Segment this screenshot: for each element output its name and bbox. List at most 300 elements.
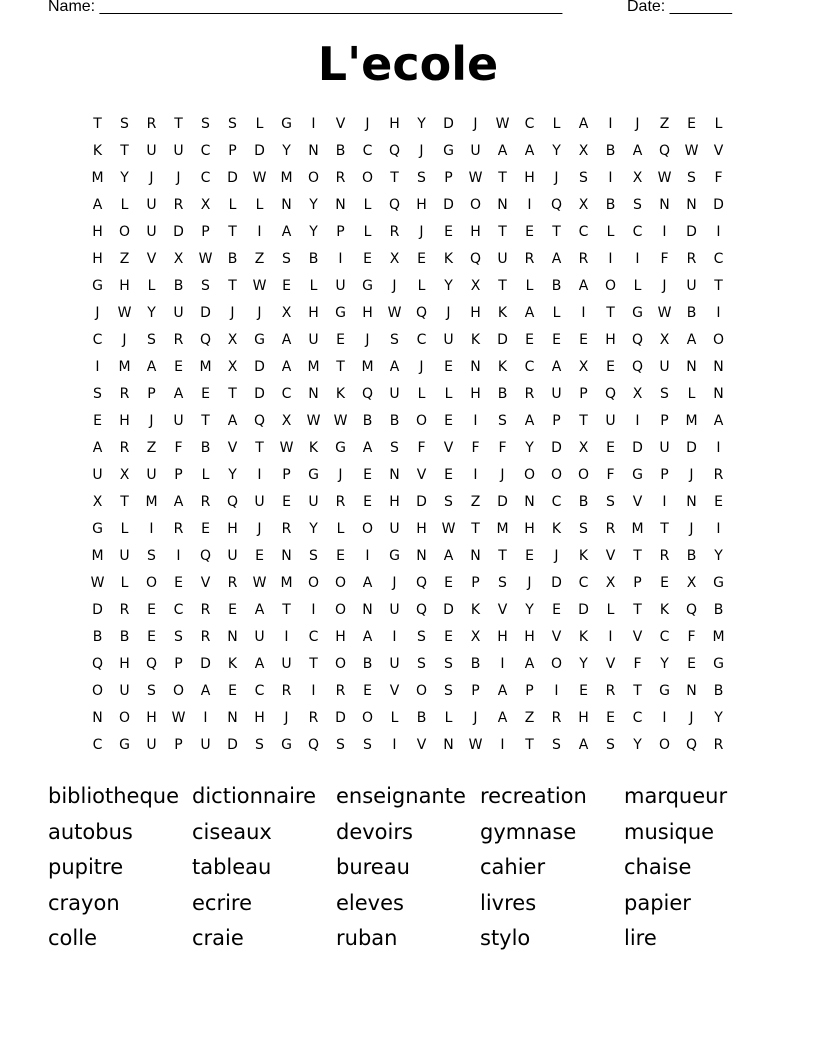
grid-letter: M [91, 170, 104, 186]
grid-letter: E [579, 683, 588, 699]
grid-letter: A [524, 413, 535, 429]
grid-letter: Q [91, 656, 104, 672]
grid-letter: N [713, 386, 724, 402]
grid-letter: V [605, 656, 616, 672]
grid-letter: C [92, 737, 103, 753]
grid-letter: N [389, 467, 400, 483]
grid-letter: E [201, 386, 210, 402]
grid-letter: P [471, 683, 480, 699]
grid-letter: U [497, 251, 508, 267]
grid-letter: Q [604, 386, 617, 402]
grid-letter: W [90, 575, 105, 591]
grid-letter: S [147, 683, 156, 699]
grid-letter: A [686, 332, 697, 348]
grid-letter: Q [415, 305, 428, 321]
grid-letter: C [524, 359, 535, 375]
grid-letter: E [174, 575, 183, 591]
grid-letter: W [252, 575, 267, 591]
grid-letter: H [308, 305, 319, 321]
grid-letter: J [554, 548, 559, 564]
word-bank-item: ecrire [192, 890, 253, 915]
grid-letter: K [470, 332, 481, 348]
grid-letter: Y [552, 143, 561, 159]
grid-letter: N [281, 197, 292, 213]
grid-letter: N [416, 548, 427, 564]
grid-letter: L [552, 116, 561, 132]
grid-letter: G [443, 143, 454, 159]
grid-letter: R [119, 602, 130, 618]
grid-letter: R [389, 224, 400, 240]
grid-letter: C [254, 683, 265, 699]
grid-letter: E [525, 332, 534, 348]
word-bank-item: stylo [480, 926, 531, 950]
grid-letter: B [686, 305, 697, 321]
grid-letter: Y [525, 440, 534, 456]
grid-row [84, 357, 732, 384]
grid-letter: E [228, 602, 237, 618]
grid-letter: P [633, 575, 642, 591]
grid-letter: T [228, 278, 237, 294]
word-bank-item: pupitre [48, 855, 124, 879]
grid-letter: K [497, 305, 508, 321]
grid-letter: Q [199, 332, 212, 348]
grid-letter: M [145, 494, 158, 510]
grid-letter: E [525, 224, 534, 240]
grid-letter: U [308, 494, 319, 510]
grid-letter: I [500, 737, 505, 753]
grid-letter: S [282, 251, 291, 267]
grid-letter: W [252, 278, 267, 294]
grid-letter: D [443, 197, 454, 213]
grid-letter: F [417, 440, 426, 456]
grid-letter: C [713, 251, 724, 267]
grid-letter: Y [633, 737, 642, 753]
grid-letter: U [308, 332, 319, 348]
grid-letter: U [146, 143, 157, 159]
grid-letter: A [443, 548, 454, 564]
grid-letter: I [338, 251, 343, 267]
grid-letter: I [608, 629, 613, 645]
grid-letter: I [149, 521, 154, 537]
grid-letter: E [363, 683, 372, 699]
grid-letter: T [579, 413, 588, 429]
grid-letter: V [389, 683, 400, 699]
grid-letter: V [632, 494, 643, 510]
grid-letter: L [255, 116, 264, 132]
grid-letter: H [92, 224, 103, 240]
grid-letter: A [146, 359, 157, 375]
grid-letter: K [497, 359, 508, 375]
grid-letter: I [392, 737, 397, 753]
grid-letter: E [444, 413, 453, 429]
grid-letter: G [281, 737, 292, 753]
grid-letter: Q [226, 494, 239, 510]
grid-letter: N [92, 710, 103, 726]
grid-letter: M [199, 359, 212, 375]
word-bank-item: ruban [336, 926, 398, 950]
grid-letter: T [201, 413, 210, 429]
grid-letter: N [308, 386, 319, 402]
word-bank-item: craie [192, 926, 244, 950]
grid-letter: L [120, 197, 129, 213]
grid-letter: J [689, 710, 694, 726]
grid-letter: C [308, 629, 319, 645]
grid-letter: Z [119, 251, 130, 267]
grid-letter: R [335, 494, 346, 510]
word-bank-item: bibliotheque [48, 784, 180, 808]
word-bank-item: devoirs [336, 819, 413, 844]
grid-letter: R [335, 683, 346, 699]
grid-letter: I [581, 305, 586, 321]
grid-letter: A [551, 359, 562, 375]
grid-letter: M [118, 359, 131, 375]
grid-letter: E [552, 602, 561, 618]
grid-letter: X [578, 143, 589, 159]
grid-letter: R [605, 521, 616, 537]
grid-letter: O [172, 683, 185, 699]
grid-letter: D [254, 143, 265, 159]
grid-letter: Y [309, 521, 318, 537]
grid-letter: Y [525, 602, 534, 618]
grid-letter: T [93, 116, 102, 132]
grid-letter: P [444, 170, 453, 186]
grid-letter: U [173, 305, 184, 321]
grid-letter: R [173, 521, 184, 537]
grid-letter: R [173, 197, 184, 213]
grid-letter: T [336, 359, 345, 375]
grid-letter: M [685, 413, 698, 429]
grid-letter: V [335, 116, 346, 132]
grid-letter: F [714, 170, 723, 186]
grid-letter: O [307, 170, 320, 186]
grid-letter: P [552, 413, 561, 429]
grid-letter: E [606, 440, 615, 456]
grid-letter: Y [444, 278, 453, 294]
page-title: L'ecole [317, 37, 499, 91]
grid-row [84, 600, 732, 627]
grid-letter: E [444, 359, 453, 375]
grid-letter: P [147, 386, 156, 402]
grid-letter: C [632, 224, 643, 240]
grid-letter: T [552, 224, 561, 240]
grid-letter: X [92, 494, 103, 510]
grid-letter: S [93, 386, 102, 402]
grid-letter: R [686, 251, 697, 267]
grid-letter: M [361, 359, 374, 375]
grid-letter: N [362, 602, 373, 618]
grid-letter: X [659, 332, 670, 348]
grid-letter: L [336, 521, 345, 537]
grid-letter: J [365, 332, 370, 348]
grid-letter: S [120, 116, 129, 132]
grid-letter: M [631, 521, 644, 537]
grid-letter: A [524, 143, 535, 159]
grid-letter: I [473, 413, 478, 429]
grid-letter: R [713, 467, 724, 483]
grid-letter: F [687, 629, 696, 645]
grid-letter: X [281, 305, 292, 321]
grid-letter: N [686, 359, 697, 375]
grid-letter: J [176, 170, 181, 186]
grid-letter: W [252, 170, 267, 186]
grid-letter: G [92, 278, 103, 294]
grid-letter: O [334, 602, 347, 618]
grid-letter: B [389, 413, 400, 429]
word-bank-item: papier [624, 890, 691, 915]
grid-letter: O [361, 710, 374, 726]
grid-letter: T [633, 548, 642, 564]
grid-letter: R [605, 683, 616, 699]
word-bank [48, 781, 788, 959]
grid-letter: C [578, 575, 589, 591]
grid-letter: T [120, 143, 129, 159]
grid-letter: A [578, 737, 589, 753]
grid-letter: Y [309, 224, 318, 240]
grid-letter: H [416, 197, 427, 213]
grid-letter: M [496, 521, 509, 537]
grid-letter: X [119, 467, 130, 483]
grid-letter: B [497, 386, 508, 402]
grid-letter: H [416, 521, 427, 537]
grid-letter: S [444, 494, 453, 510]
grid-letter: A [281, 359, 292, 375]
grid-letter: H [470, 386, 481, 402]
grid-letter: V [713, 143, 724, 159]
grid-letter: G [254, 332, 265, 348]
grid-letter: Q [388, 143, 401, 159]
grid-letter: D [227, 170, 238, 186]
word-bank-item: gymnase [480, 819, 577, 844]
grid-letter: U [200, 737, 211, 753]
grid-letter: S [579, 170, 588, 186]
grid-letter: H [92, 251, 103, 267]
grid-letter: W [279, 440, 294, 456]
grid-letter: W [657, 170, 672, 186]
grid-letter: N [335, 197, 346, 213]
grid-letter: E [579, 332, 588, 348]
grid-letter: D [497, 332, 508, 348]
grid-letter: E [282, 278, 291, 294]
grid-letter: J [419, 224, 424, 240]
grid-letter: E [417, 251, 426, 267]
grid-letter: X [281, 413, 292, 429]
grid-letter: L [309, 278, 318, 294]
grid-letter: S [147, 332, 156, 348]
grid-letter: O [523, 467, 536, 483]
grid-letter: G [362, 278, 373, 294]
grid-letter: C [524, 116, 535, 132]
grid-letter: U [659, 440, 670, 456]
grid-letter: T [525, 737, 534, 753]
grid-letter: I [284, 629, 289, 645]
grid-letter: C [173, 602, 184, 618]
grid-letter: E [255, 548, 264, 564]
grid-letter: G [632, 467, 643, 483]
grid-letter: S [336, 737, 345, 753]
grid-letter: O [334, 575, 347, 591]
grid-letter: H [119, 413, 130, 429]
grid-letter: D [632, 440, 643, 456]
grid-letter: D [578, 602, 589, 618]
grid-row [84, 195, 732, 222]
grid-letter: Q [631, 359, 644, 375]
grid-row [84, 627, 732, 654]
grid-letter: T [390, 170, 399, 186]
grid-letter: B [551, 278, 562, 294]
word-bank-item: ciseaux [192, 819, 272, 844]
grid-letter: G [659, 683, 670, 699]
grid-letter: B [227, 251, 238, 267]
grid-letter: I [527, 197, 532, 213]
grid-letter: W [468, 737, 483, 753]
word-bank-item: bureau [336, 855, 410, 879]
grid-letter: U [281, 656, 292, 672]
grid-letter: G [335, 305, 346, 321]
grid-letter: W [306, 413, 321, 429]
grid-letter: U [335, 278, 346, 294]
grid-letter: N [686, 197, 697, 213]
grid-letter: A [524, 656, 535, 672]
grid-letter: B [92, 629, 103, 645]
grid-letter: K [335, 386, 346, 402]
grid-letter: B [470, 656, 481, 672]
grid-letter: N [308, 143, 319, 159]
grid-letter: S [444, 656, 453, 672]
grid-letter: X [632, 170, 643, 186]
grid-letter: Q [253, 413, 266, 429]
grid-letter: I [662, 494, 667, 510]
grid-letter: H [524, 629, 535, 645]
grid-letter: U [389, 656, 400, 672]
grid-letter: V [551, 629, 562, 645]
grid-letter: R [119, 386, 130, 402]
grid-letter: A [389, 359, 400, 375]
grid-letter: Y [228, 467, 237, 483]
grid-letter: Z [146, 440, 157, 456]
grid-letter: X [200, 197, 211, 213]
grid-letter: P [201, 224, 210, 240]
word-bank-item: livres [480, 890, 537, 915]
grid-letter: S [417, 170, 426, 186]
grid-letter: U [119, 548, 130, 564]
grid-letter: E [687, 656, 696, 672]
grid-letter: P [174, 656, 183, 672]
grid-letter: E [714, 494, 723, 510]
grid-letter: E [147, 629, 156, 645]
grid-letter: U [227, 548, 238, 564]
grid-letter: I [608, 170, 613, 186]
grid-letter: E [606, 359, 615, 375]
grid-letter: T [498, 548, 507, 564]
grid-row [84, 681, 732, 708]
grid-letter: Q [199, 548, 212, 564]
grid-letter: E [444, 467, 453, 483]
grid-letter: H [605, 332, 616, 348]
grid-letter: N [713, 359, 724, 375]
grid-row [84, 573, 732, 600]
grid-letter: P [579, 386, 588, 402]
grid-letter: I [608, 251, 613, 267]
grid-letter: D [254, 359, 265, 375]
grid-letter: J [473, 116, 478, 132]
word-bank-item: marqueur [624, 784, 728, 808]
grid-letter: Q [469, 251, 482, 267]
grid-letter: P [660, 413, 669, 429]
header-line [48, 0, 748, 18]
grid-letter: C [362, 143, 373, 159]
grid-letter: U [686, 278, 697, 294]
grid-letter: D [443, 602, 454, 618]
grid-letter: T [633, 683, 642, 699]
grid-letter: F [660, 251, 669, 267]
grid-letter: O [118, 224, 131, 240]
grid-letter: J [419, 359, 424, 375]
grid-letter: O [307, 575, 320, 591]
grid-letter: X [389, 251, 400, 267]
grid-letter: R [713, 737, 724, 753]
grid-letter: U [254, 494, 265, 510]
word-bank-item: enseignante [336, 784, 466, 808]
grid-letter: E [363, 467, 372, 483]
grid-letter: I [365, 548, 370, 564]
grid-letter: A [362, 440, 373, 456]
grid-letter: D [686, 440, 697, 456]
grid-letter: L [255, 197, 264, 213]
grid-letter: W [657, 305, 672, 321]
grid-letter: I [311, 683, 316, 699]
grid-letter: Q [307, 737, 320, 753]
grid-row [84, 465, 732, 492]
grid-letter: S [498, 575, 507, 591]
grid-letter: B [308, 251, 319, 267]
grid-letter: K [227, 656, 238, 672]
grid-letter: H [578, 710, 589, 726]
grid-letter: H [470, 305, 481, 321]
grid-letter: X [578, 197, 589, 213]
grid-letter: X [227, 332, 238, 348]
grid-letter: L [120, 521, 129, 537]
grid-letter: Y [147, 305, 156, 321]
grid-letter: U [146, 737, 157, 753]
grid-letter: D [335, 710, 346, 726]
grid-letter: H [335, 629, 346, 645]
grid-letter: R [308, 710, 319, 726]
grid-letter: X [578, 359, 589, 375]
grid-letter: A [281, 332, 292, 348]
grid-letter: S [147, 548, 156, 564]
grid-letter: J [500, 467, 505, 483]
grid-letter: P [660, 467, 669, 483]
grid-letter: D [713, 197, 724, 213]
grid-letter: V [443, 440, 454, 456]
grid-letter: E [525, 548, 534, 564]
grid-letter: M [307, 359, 320, 375]
grid-letter: S [417, 629, 426, 645]
grid-letter: C [200, 170, 211, 186]
grid-letter: R [146, 116, 157, 132]
grid-row [84, 708, 732, 735]
grid-letter: R [551, 710, 562, 726]
grid-letter: P [228, 143, 237, 159]
grid-letter: O [415, 413, 428, 429]
grid-letter: K [659, 602, 670, 618]
grid-letter: I [716, 305, 721, 321]
grid-letter: A [362, 575, 373, 591]
grid-letter: U [605, 413, 616, 429]
grid-letter: J [527, 575, 532, 591]
word-bank-item: dictionnaire [192, 784, 317, 808]
grid-letter: J [257, 521, 262, 537]
